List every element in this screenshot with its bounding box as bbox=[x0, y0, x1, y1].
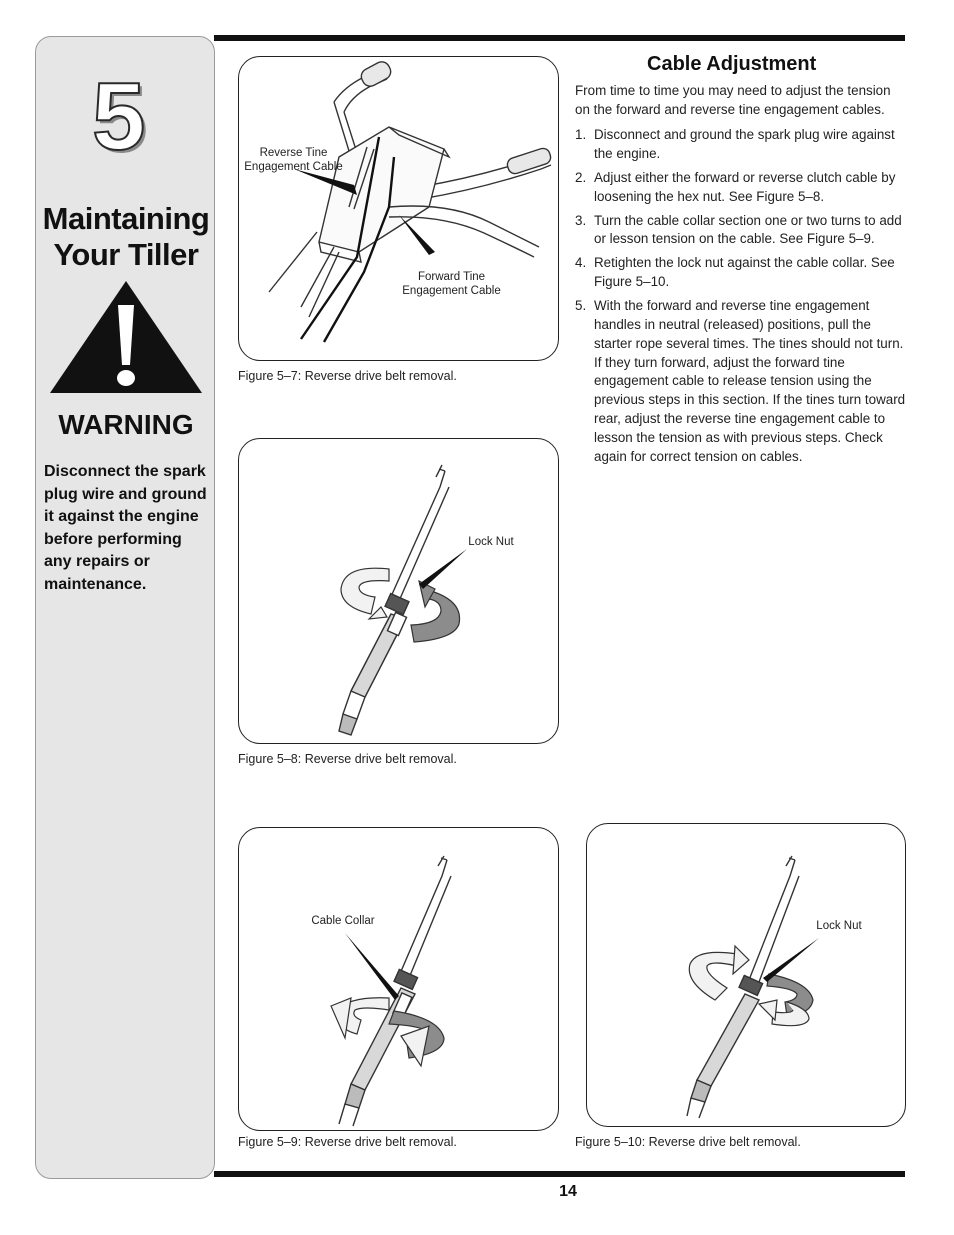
step-item: 1. Disconnect and ground the spark plug wire against the engine. bbox=[575, 127, 895, 161]
reverse-cable-label: Reverse Tine Engagement Cable bbox=[244, 147, 343, 173]
lock-nut-label-2: Lock Nut bbox=[816, 920, 862, 932]
figure-5-8-caption: Figure 5–8: Reverse drive belt removal. bbox=[238, 752, 457, 766]
figure-5-8 bbox=[238, 438, 559, 744]
chapter-number: 5 bbox=[92, 63, 146, 170]
step-item: 5. With the forward and reverse tine engagement handles in neutral (released) positions, pull the starter rope several times. The tines should not turn. If they turn forward, adjust the forward tine engagement cable to release tension using the previous steps in this section. If the tines turn toward rear, adjust the reverse tine engagement cable to lesson the tension as with previous steps. Check again for correct tension on cables. bbox=[575, 298, 906, 464]
warning-text: Disconnect the spark plug wire and ground it against the engine before performing any repairs or maintenance. bbox=[44, 463, 207, 593]
figure-5-9 bbox=[238, 827, 559, 1131]
figure-5-7 bbox=[238, 56, 559, 361]
chapter-title bbox=[36, 201, 216, 273]
step-item: 4. Retighten the lock nut against the cable collar. See Figure 5–10. bbox=[575, 255, 895, 290]
chapter-title-line1: Maintaining bbox=[42, 201, 210, 236]
bottom-rule bbox=[214, 1171, 905, 1177]
figure-5-10 bbox=[586, 823, 906, 1127]
chapter-title-line2: Your Tiller bbox=[53, 237, 199, 272]
cable-collar-turn-illustration bbox=[239, 828, 559, 1131]
step-item: 2. Adjust either the forward or reverse clutch cable by loosening the hex nut. See Figure 5–8. bbox=[575, 169, 896, 204]
lock-nut-loosen-illustration bbox=[239, 439, 559, 744]
top-rule bbox=[214, 35, 905, 41]
warning-label: WARNING bbox=[58, 409, 194, 440]
cable-collar-label: Cable Collar bbox=[311, 915, 375, 927]
handle-cables-illustration bbox=[239, 57, 559, 361]
lock-nut-tighten-illustration bbox=[587, 824, 906, 1127]
section-intro: From time to time you may need to adjust the tension on the forward and reverse tine engagement cables. bbox=[575, 83, 891, 117]
figure-5-7-caption: Figure 5–7: Reverse drive belt removal. bbox=[238, 369, 457, 383]
steps-list bbox=[575, 126, 907, 471]
section-title: Cable Adjustment bbox=[647, 53, 817, 75]
forward-cable-label: Forward Tine Engagement Cable bbox=[402, 271, 501, 297]
chapter-sidebar bbox=[35, 36, 215, 1179]
warning-triangle-icon bbox=[48, 279, 204, 397]
figure-5-10-caption: Figure 5–10: Reverse drive belt removal. bbox=[575, 1135, 801, 1149]
step-item: 3. Turn the cable collar section one or two turns to add or lesson tension on the cable. See Figure 5–9. bbox=[575, 212, 902, 247]
page-number: 14 bbox=[559, 1183, 577, 1200]
figure-5-9-caption: Figure 5–9: Reverse drive belt removal. bbox=[238, 1135, 457, 1149]
lock-nut-label: Lock Nut bbox=[468, 536, 514, 548]
